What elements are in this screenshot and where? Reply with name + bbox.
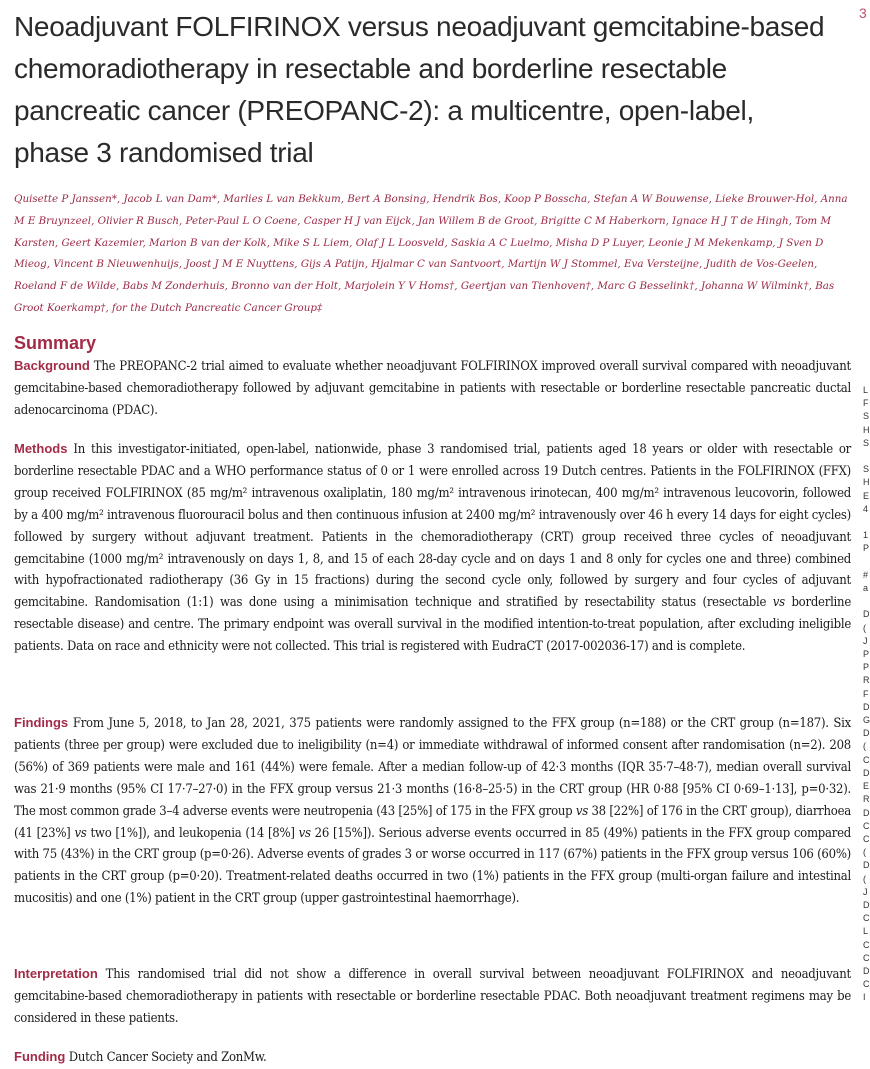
summary-heading: Summary	[14, 333, 97, 353]
margin-sidebar-column: L F S H S S H E 4 1 P # a D ( J P P R F D G D ( C D E R D C C ( D ( J D C L C C D C I	[863, 385, 870, 1003]
methods-label: Methods	[14, 441, 68, 456]
funding-text: Dutch Cancer Society and ZonMw.	[68, 1050, 267, 1065]
methods-text: In this investigator-initiated, open-label, nationwide, phase 3 randomised trial, patients aged 18 years or older with resectable or borderline resectable PDAC and a WHO performance status of 0 or 1 were enrolled across 19 Dutch centres. Patients in the FOLFIRINOX (FFX) group received FOLFIRINOX (85 mg/m² intravenous oxaliplatin, 180 mg/m² intravenous irinotecan, 400 mg/m² intravenous leucovorin, followed by a 400 mg/m² intravenous fluorouracil bolus and then continuous infusion at 2400 mg/m² intravenously over 46 h every 14 days for eight cycles) followed by surgery without adjuvant treatment. Patients in the chemoradiotherapy (CRT) group received three cycles of neoadjuvant gemcitabine (1000 mg/m² intravenously on days 1, 8, and 15 of each 28-day cycle and on days 1 and 8 only for cycles one and three) combined with hypofractionated radiotherapy (36 Gy in 15 fractions) during the second cycle only, followed by surgery and four cycles of adjuvant gemcitabine. Randomisation (1:1) was done using a minimisation technique and stratified by resectability status (resectable vs borderline resectable disease) and centre. The primary endpoint was overall survival in the modified intention-to-treat population, after excluding ineligible patients. Data on race and ethnicity were not collected. This trial is registered with EudraCT (2017-002036-17) and is complete.	[14, 442, 851, 655]
margin-page-marker: 3	[859, 5, 867, 21]
findings-label: Findings	[14, 715, 69, 730]
interpretation-label: Interpretation	[14, 966, 98, 981]
background-label: Background	[14, 358, 90, 373]
findings-paragraph	[14, 712, 851, 910]
interpretation-paragraph	[14, 963, 851, 1030]
findings-text: From June 5, 2018, to Jan 28, 2021, 375 patients were randomly assigned to the FFX group (n=188) or the CRT group (n=187). Six patients (three per group) were excluded due to ineligibility (n=4) or immediate withdrawal of informed consent after randomisation (n=2). 208 (56%) of 369 patients were male and 161 (44%) were female. After a median follow-up of 42·3 months (IQR 35·7–48·7), median overall survival was 21·9 months (95% CI 17·7–27·0) in the FFX group versus 21·3 months (16·8–25·5) in the CRT group (HR 0·88 [95% CI 0·69–1·13], p=0·32). The most common grade 3–4 adverse events were neutropenia (43 [25%] of 175 in the FFX group vs 38 [22%] of 176 in the CRT group), diarrhoea (41 [23%] vs two [1%]), and leukopenia (14 [8%] vs 26 [15%]). Serious adverse events occurred in 85 (49%) patients in the FFX group compared with 75 (43%) in the CRT group (p=0·26). Adverse events of grades 3 or worse occurred in 117 (67%) patients in the FFX group versus 106 (60%) patients in the CRT group (p=0·20). Treatment-related deaths occurred in two (1%) patients in the FFX group (multi-organ failure and intestinal mucositis) and one (1%) patient in the CRT group (upper gastrointestinal haemorrhage).	[14, 716, 852, 907]
background-paragraph	[14, 355, 851, 422]
funding-label: Funding	[14, 1049, 66, 1064]
methods-paragraph	[14, 438, 851, 658]
background-text: The PREOPANC-2 trial aimed to evaluate whether neoadjuvant FOLFIRINOX improved overall survival compared with neoadjuvant gemcitabine-based chemoradiotherapy followed by adjuvant gemcitabine in patients with resectable or borderline resectable pancreatic ductal adenocarcinoma (PDAC).	[14, 359, 851, 418]
author-list: Quisette P Janssen*, Jacob L van Dam*, Marlies L van Bekkum, Bert A Bonsing, Hendrik Bos, Koop P Bosscha, Stefan A W Bouwense, Lieke Brouwer-Hol, Anna M E Bruynzeel, Olivier R Busch, Peter-Paul L O Coene, Casper H J van Eijck, Jan Willem B de Groot, Brigitte C M Haberkorn, Ignace H J T de Hingh, Tom M Karsten, Geert Kazemier, Marion B van der Kolk, Mike S L Liem, Olaf J L Loosveld, Saskia A C Luelmo, Misha D P Luyer, Leonie J M Mekenkamp, J Sven D Mieog, Vincent B Nieuwenhuijs, Joost J M E Nuyttens, Gijs A Patijn, Hjalmar C van Santvoort, Martijn W J Stommel, Eva Versteijne, Judith de Vos-Geelen, Roeland F de Wilde, Babs M Zonderhuis, Bronno van der Holt, Marjolein Y V Homs†, Geertjan van Tienhoven†, Marc G Besselink†, Johanna W Wilmink†, Bas Groot Koerkamp†, for the Dutch Pancreatic Cancer Group‡	[14, 193, 848, 314]
interpretation-text: This randomised trial did not show a difference in overall survival between neoadjuvant FOLFIRINOX and neoadjuvant gemcitabine-based chemoradiotherapy in patients with resectable or borderline resectable PDAC. Both neoadjuvant treatment regimens may be considered in these patients.	[14, 967, 851, 1026]
funding-paragraph	[14, 1046, 851, 1069]
article-title: Neoadjuvant FOLFIRINOX versus neoadjuvant gemcitabine-based chemoradiotherapy in resectable and borderline resectable pancreatic cancer (PREOPANC-2): a multicentre, open-label, phase 3 randomised trial	[14, 11, 825, 168]
